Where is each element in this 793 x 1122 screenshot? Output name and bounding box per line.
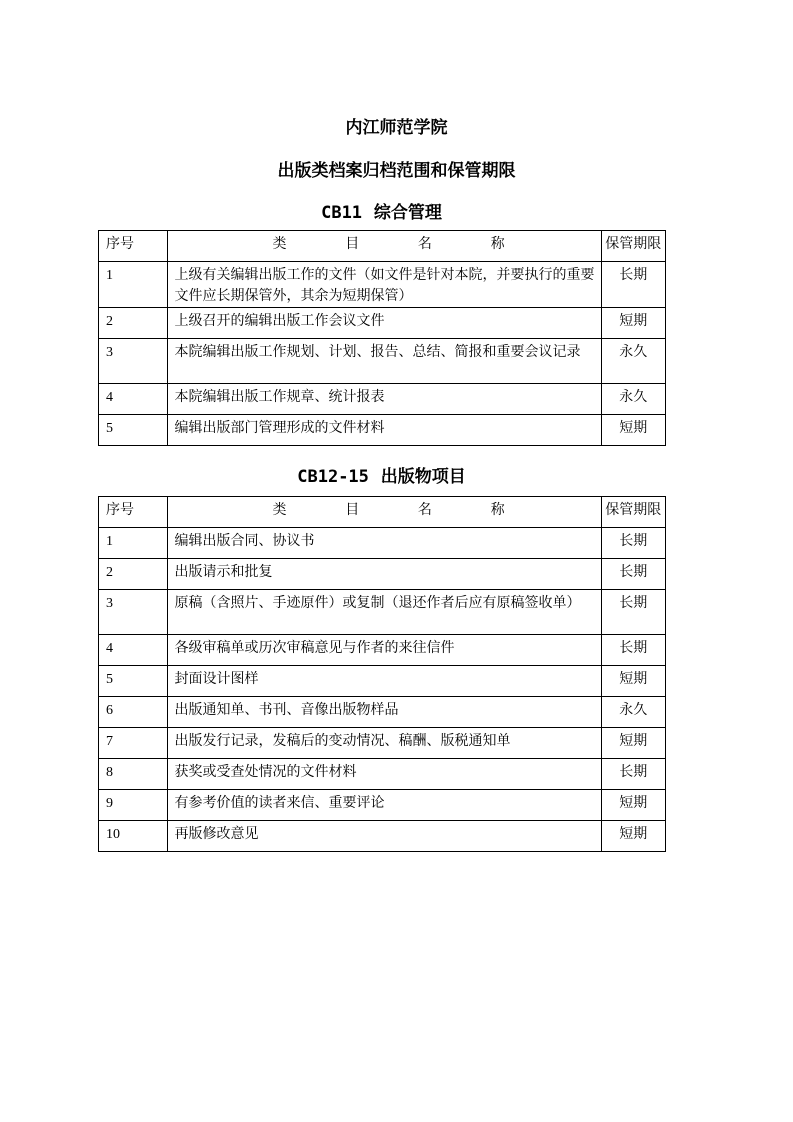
table-row: [99, 415, 666, 446]
row-no: 8: [99, 759, 168, 790]
row-name: 各级审稿单或历次审稿意见与作者的来往信件: [167, 635, 601, 666]
archive-table-cb11: [98, 230, 666, 446]
row-term: 短期: [601, 308, 665, 339]
section-name: 出版物项目: [380, 467, 466, 487]
table-row: [99, 528, 666, 559]
row-no: 3: [99, 339, 168, 384]
row-no: 4: [99, 635, 168, 666]
header-no: 序号: [99, 497, 168, 528]
header-name-char: 目: [345, 502, 360, 518]
row-name: 有参考价值的读者来信、重要评论: [167, 790, 601, 821]
row-term: 长期: [601, 528, 665, 559]
header-name-char: 称: [490, 236, 505, 252]
table-row: [99, 559, 666, 590]
table-row: [99, 790, 666, 821]
table-header-row: [99, 497, 666, 528]
row-term: 长期: [601, 590, 665, 635]
header-name: [167, 497, 601, 528]
table-row: [99, 339, 666, 384]
document-title: 出版类档案归档范围和保管期限: [277, 161, 516, 181]
table-row: [99, 759, 666, 790]
row-term: 短期: [601, 415, 665, 446]
table-header-row: [99, 231, 666, 262]
row-term: 永久: [601, 697, 665, 728]
table-row: [99, 635, 666, 666]
row-no: 5: [99, 666, 168, 697]
row-term: 长期: [601, 559, 665, 590]
row-no: 10: [99, 821, 168, 852]
table-row: [99, 590, 666, 635]
row-term: 短期: [601, 790, 665, 821]
row-name: 原稿（含照片、手迹原件）或复制（退还作者后应有原稿签收单）: [167, 590, 601, 635]
row-no: 9: [99, 790, 168, 821]
row-no: 1: [99, 528, 168, 559]
table-row: [99, 821, 666, 852]
table-row: [99, 262, 666, 308]
header-name-char: 称: [490, 502, 505, 518]
table-row: [99, 666, 666, 697]
header-name-char: 名: [417, 236, 432, 252]
row-name: 出版通知单、书刊、音像出版物样品: [167, 697, 601, 728]
row-name: 获奖或受查处情况的文件材料: [167, 759, 601, 790]
row-name: 出版发行记录，发稿后的变动情况、稿酬、版税通知单: [167, 728, 601, 759]
header-name-char: 类: [272, 236, 287, 252]
row-name: 本院编辑出版工作规划、计划、报告、总结、简报和重要会议记录: [167, 339, 601, 384]
row-term: 长期: [601, 759, 665, 790]
row-no: 5: [99, 415, 168, 446]
row-term: 短期: [601, 666, 665, 697]
row-name: 再版修改意见: [167, 821, 601, 852]
table-row: [99, 697, 666, 728]
row-term: 短期: [601, 728, 665, 759]
header-term: 保管期限: [601, 497, 665, 528]
row-name: 编辑出版合同、协议书: [167, 528, 601, 559]
row-name: 编辑出版部门管理形成的文件材料: [167, 415, 601, 446]
header-term: 保管期限: [601, 231, 665, 262]
row-term: 长期: [601, 635, 665, 666]
row-term: 长期: [601, 262, 665, 308]
table-row: [99, 728, 666, 759]
header-name-char: 类: [272, 502, 287, 518]
institution-title: 内江师范学院: [345, 118, 448, 138]
row-name: 本院编辑出版工作规章、统计报表: [167, 384, 601, 415]
row-no: 7: [99, 728, 168, 759]
section-code: CB12-15: [297, 467, 369, 487]
row-no: 1: [99, 262, 168, 308]
row-term: 短期: [601, 821, 665, 852]
row-no: 6: [99, 697, 168, 728]
row-term: 永久: [601, 339, 665, 384]
row-term: 永久: [601, 384, 665, 415]
section-title-cb11: [0, 203, 763, 223]
row-no: 3: [99, 590, 168, 635]
row-name: 封面设计图样: [167, 666, 601, 697]
section-title-cb12-15: [0, 467, 763, 487]
section-name: 综合管理: [373, 203, 442, 223]
header-name-char: 名: [417, 502, 432, 518]
header-name-char: 目: [345, 236, 360, 252]
header-no: 序号: [99, 231, 168, 262]
table-row: [99, 384, 666, 415]
row-name: 上级召开的编辑出版工作会议文件: [167, 308, 601, 339]
row-no: 2: [99, 308, 168, 339]
row-no: 4: [99, 384, 168, 415]
section-code: CB11: [321, 203, 363, 223]
header-name: [167, 231, 601, 262]
row-name: 出版请示和批复: [167, 559, 601, 590]
row-name: 上级有关编辑出版工作的文件（如文件是针对本院，并要执行的重要文件应长期保管外，其余为短期保管）: [167, 262, 601, 308]
table-row: [99, 308, 666, 339]
archive-table-cb12-15: [98, 496, 666, 852]
row-no: 2: [99, 559, 168, 590]
